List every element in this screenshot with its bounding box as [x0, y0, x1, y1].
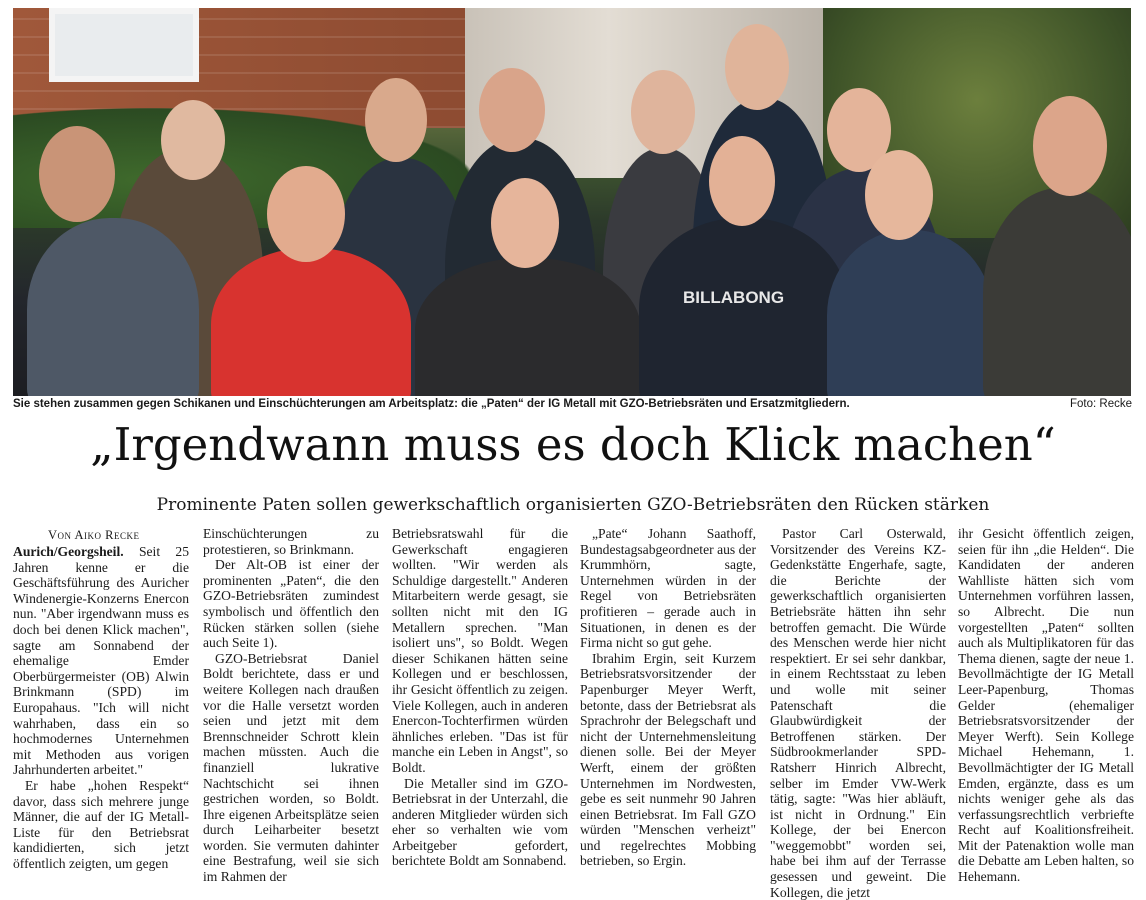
headline: „Irgendwann muss es doch Klick machen“: [90, 418, 1056, 471]
paragraph: ihr Gesicht öffentlich zeigen, seien für ihn „die Helden“. Die Kandidaten der anderen Wahlliste hätten sich vom Unternehmen vorführen lassen, so Albrecht. Die nun vorgestellten „Paten“ sollten auch als Multiplikatoren für das Thema dienen, sagte der neue 1. Bevollmächtigte der IG Metall Leer-Papenburg, Thomas Gelder (ehemaliger Betriebsratsvorsitzender der Meyer Werft). Sein Kollege Michael Hehemann, 1. Bevollmächtigter der IG Metall Emden, ergänzte, dass es um nichts weniger gehe als das verfassungsrechtlich verbriefte Recht auf Koalitionsfreiheit. Mit der Patenaktion wolle man die Debatte am Leben halten, so Hehemann.: [958, 526, 1134, 885]
paragraph: „Pate“ Johann Saathoff, Bundestagsabgeordneter aus der Krummhörn, sagte, Unternehmen würden in der Regel von Betriebsräten profitieren – gerade auch in Situationen, in denen es der Firma nicht so gut gehe.: [580, 526, 756, 651]
person-head: [39, 126, 115, 222]
person-head: [161, 100, 225, 180]
paragraph: Der Alt-OB ist einer der prominenten „Paten“, die den GZO-Betriebsräten zumindest symbolisch und öffentlich den Rücken stärken sollen (siehe auch Seite 1).: [203, 557, 379, 651]
article-column-3: [392, 526, 568, 869]
paragraph: Pastor Carl Osterwald, Vorsitzender des Vereins KZ-Gedenkstätte Engerhafe, sagte, die Berichte der gewerkschaftlich organisierten Betriebsräte hätten ihn sehr betroffen gemacht. Die Würde des Menschen werde hier nicht respektiert. Er sei sehr dankbar, in einem Rechtsstaat zu leben und wolle mit seiner Patenschaft die Glaubwürdigkeit der Betroffenen stärken. Der Südbrookmerlander SPD-Ratsherr Hinrich Albrecht, selber im Emder VW-Werk tätig, sagte: "Was hier abläuft, ist nicht in Ordnung." Ein Kollege, der bei Enercon "weggemobbt" worden sei, habe bei ihm auf der Terrasse gesessen und geweint. Die Kollegen, die jetzt: [770, 526, 946, 900]
person-head: [865, 150, 933, 240]
group-photo: [13, 8, 1131, 396]
person-head: [479, 68, 545, 152]
paragraph: Einschüchterungen zu protestieren, so Brinkmann.: [203, 526, 379, 557]
article-column-5: [770, 526, 946, 900]
subheadline: Prominente Paten sollen gewerkschaftlich organisierten GZO-Betriebsräten den Rücken stärken: [156, 495, 990, 515]
person-head: [365, 78, 427, 162]
shirt-print: BILLABONG: [683, 288, 785, 307]
article-column-2: [203, 526, 379, 885]
person-head: [709, 136, 775, 226]
person-head: [631, 70, 695, 154]
paragraph: Betriebsratswahl für die Gewerkschaft engagieren wollten. "Wir werden als Schuldige dargestellt." Anderen Mitarbeitern werde gesagt, sie sollten nicht mit den IG Metallern sprechen. "Man isoliert uns", so Boldt. Wegen dieser Schikanen hätten seine Kollegen und er beschlossen, ihr Gesicht öffentlich zu zeigen. Viele Kollegen, auch in anderen Enercon-Tochterfirmen würden ähnliches erleben. "Das ist für manche ein Leben in Angst", so Boldt.: [392, 526, 568, 775]
photo-caption: Sie stehen zusammen gegen Schikanen und Einschüchterungen am Arbeitsplatz: die „Paten“ der IG Metall mit GZO-Betriebsräten und Ersatzmitgliedern.: [13, 398, 850, 410]
window: [49, 8, 199, 82]
paragraph: Ibrahim Ergin, seit Kurzem Betriebsratsvorsitzender der Papenburger Meyer Werft, betonte, dass der Betriebsrat als Sprachrohr der Belegschaft und nicht der Unternehmensleitung dienen solle. Bei der Meyer Werft, einem der größten Unternehmen im Nordwesten, gebe es seit nunmehr 90 Jahren einen Betriebsrat. Im Fall GZO würden "Menschen verheizt" und regelrechtes Mobbing betrieben, so Ergin.: [580, 650, 756, 869]
person-front-3: [415, 258, 641, 396]
byline: Von Aiko Recke: [48, 528, 140, 542]
article-column-4: [580, 526, 756, 869]
paragraph-text: Seit 25 Jahren kenne er die Geschäftsführung des Auricher Windenergie-Konzerns Enercon nun. "Aber irgendwann muss es doch bei denen Klick machen", sagte am Sonnabend der ehemalige Emder Oberbürgermeister (OB) Alwin Brinkmann (SPD) im Europahaus. "Ich will nicht wahrhaben, dass ein so hochmodernes Unternehmen mit Methoden aus vorigen Jahrhunderten arbeitet.": [13, 544, 189, 778]
paragraph: Er habe „hohen Respekt“ davor, dass sich mehrere junge Männer, die auf der IG Metall-Liste für den Betriebsrat kandidierten, sich jetzt öffentlich zeigten, um gegen: [13, 777, 189, 871]
person-front-right: [983, 188, 1131, 396]
photo-credit: Foto: Recke: [1070, 398, 1132, 410]
person-front-1: [27, 218, 199, 396]
paragraph: Die Metaller sind im GZO-Betriebsrat in der Unterzahl, die anderen Mitglieder würden sich eher so verhalten wie vom Arbeitgeber gefordert, berichtete Boldt am Sonnabend.: [392, 775, 568, 869]
article-column-1: [13, 544, 189, 871]
person-head: [725, 24, 789, 110]
person-head: [1033, 96, 1107, 196]
person-head: [491, 178, 559, 268]
person-front-woman-blue: [827, 230, 993, 396]
paragraph: GZO-Betriebsrat Daniel Boldt berichtete, dass er und weitere Kollegen nach draußen vor die Halle versetzt worden seien und jetzt mit dem Brennschneider Schrott klein machen müssten. Auch die finanziell lukrative Nachtschicht sei ihnen gestrichen worden, so Boldt. Ihre eigenen Arbeitsplätze seien durch Leiharbeiter besetzt worden. Sie vermuten dahinter eine Bestrafung, weil sie sich im Rahmen der: [203, 650, 379, 885]
paragraph: [13, 544, 189, 778]
person-head: [267, 166, 345, 262]
person-front-billabong: [639, 218, 849, 396]
article-column-6: [958, 526, 1134, 885]
person-front-woman-red: [211, 248, 411, 396]
dateline: Aurich/Georgsheil.: [13, 544, 124, 559]
